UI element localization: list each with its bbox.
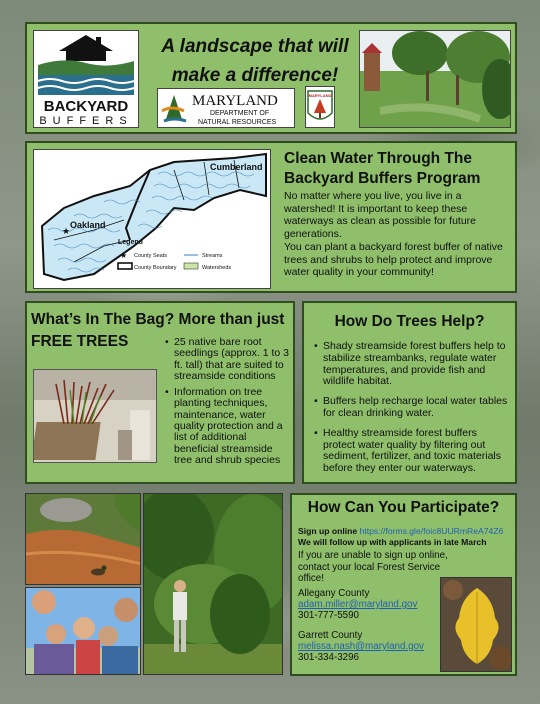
trees-title: How Do Trees Help? <box>334 313 485 330</box>
backyard-buffers-logo <box>33 30 139 128</box>
bag-list <box>165 337 293 471</box>
county-phone: 301-777-5590 <box>298 610 360 621</box>
signup-label: Sign up online <box>298 526 358 536</box>
slogan-line-1: A landscape that will <box>161 36 349 57</box>
county-email-link[interactable]: adam.miller@maryland.gov <box>298 599 418 610</box>
trees-item: • Healthy streamside forest buffers protect water quality by filtering out sediment, fertilizer, and toxic materials before they enter our waterways. <box>314 428 510 475</box>
watershed-map <box>33 149 271 289</box>
bag-title: What’s In The Bag? More than just FREE TREES <box>31 311 285 350</box>
whats-in-bag-panel <box>25 301 295 484</box>
forester-planting-photo <box>143 493 283 675</box>
header-panel <box>25 22 517 134</box>
logo-line-2: BUFFERS <box>39 115 133 127</box>
dnr-sub-1: DEPARTMENT OF <box>210 110 270 117</box>
pond-duck-photo <box>25 493 141 585</box>
seedling-bag-photo <box>33 369 157 463</box>
maryland-dnr-logo <box>157 88 295 128</box>
bag-item: • Information on tree planting techniques, maintenance, water quality protection and a list of additional beneficial streamside tree and shrub species <box>165 387 293 466</box>
program-paragraph-1: No matter where you live, you live in a watershed! It is important to keep these waterways as clean as possible for future generations. <box>284 190 477 240</box>
contact-allegany <box>298 588 448 621</box>
forest-badge-text: MARYLAND <box>308 93 332 98</box>
legend-county-seats: County Seats <box>134 253 168 259</box>
legend-star-icon: ★ <box>120 251 128 260</box>
logo-line-1: BACKYARD <box>43 98 129 115</box>
county-email-link[interactable]: melissa.nash@maryland.gov <box>298 641 424 652</box>
legend-title: Legend <box>118 239 143 246</box>
county-name: Garrett County <box>298 630 363 641</box>
dnr-sub-2: NATURAL RESOURCES <box>198 119 277 126</box>
leaf-photo <box>440 577 512 672</box>
followup-text: We will follow up with applicants in late March <box>298 537 487 547</box>
map-label-oakland: Oakland <box>70 220 106 230</box>
trees-list <box>314 341 510 483</box>
program-panel <box>25 141 517 293</box>
participate-panel <box>290 493 517 676</box>
trees-item: • Buffers help recharge local water tables for clean drinking water. <box>314 396 510 420</box>
program-paragraph-2: You can plant a backyard forest buffer of native trees and shrubs to help protect and improve water quality in your community! <box>284 241 503 278</box>
legend-watersheds: Watersheds <box>202 265 232 271</box>
kids-group-photo <box>25 587 141 675</box>
logo-graphic <box>34 31 138 127</box>
program-title: Clean Water Through The Backyard Buffers Program <box>284 150 481 187</box>
legend-streams: Streams <box>202 253 223 259</box>
contacts-list <box>298 588 448 672</box>
slogan-line-2: make a difference! <box>171 65 339 86</box>
unable-text: If you are unable to sign up online, contact your local Forest Service office! <box>298 550 448 584</box>
county-name: Allegany County <box>298 588 370 599</box>
signup-link[interactable]: https://forms.gle/foic8UURmReA74Z6 <box>359 526 504 536</box>
county-phone: 301-334-3296 <box>298 652 360 663</box>
bag-item: • 25 native bare root seedlings (approx. 1 to 3 ft. tall) that are suited to streamside conditions <box>165 337 293 382</box>
trees-item: • Shady streamside forest buffers help to stabilize streambanks, regulate water temperatures, and provide fish and wildlife habitat. <box>314 341 510 388</box>
signup-block <box>298 526 514 548</box>
dnr-name: MARYLAND <box>192 93 278 109</box>
how-trees-help-panel <box>302 301 517 484</box>
participate-title: How Can You Participate? <box>307 499 500 516</box>
map-label-cumberland: Cumberland <box>210 162 263 172</box>
legend-county-boundary: County Boundary <box>134 265 177 271</box>
contact-garrett <box>298 630 448 663</box>
slogan <box>149 32 361 90</box>
forest-service-badge <box>305 86 335 128</box>
buffer-planting-photo <box>359 30 511 128</box>
svg-text:★: ★ <box>62 226 71 236</box>
